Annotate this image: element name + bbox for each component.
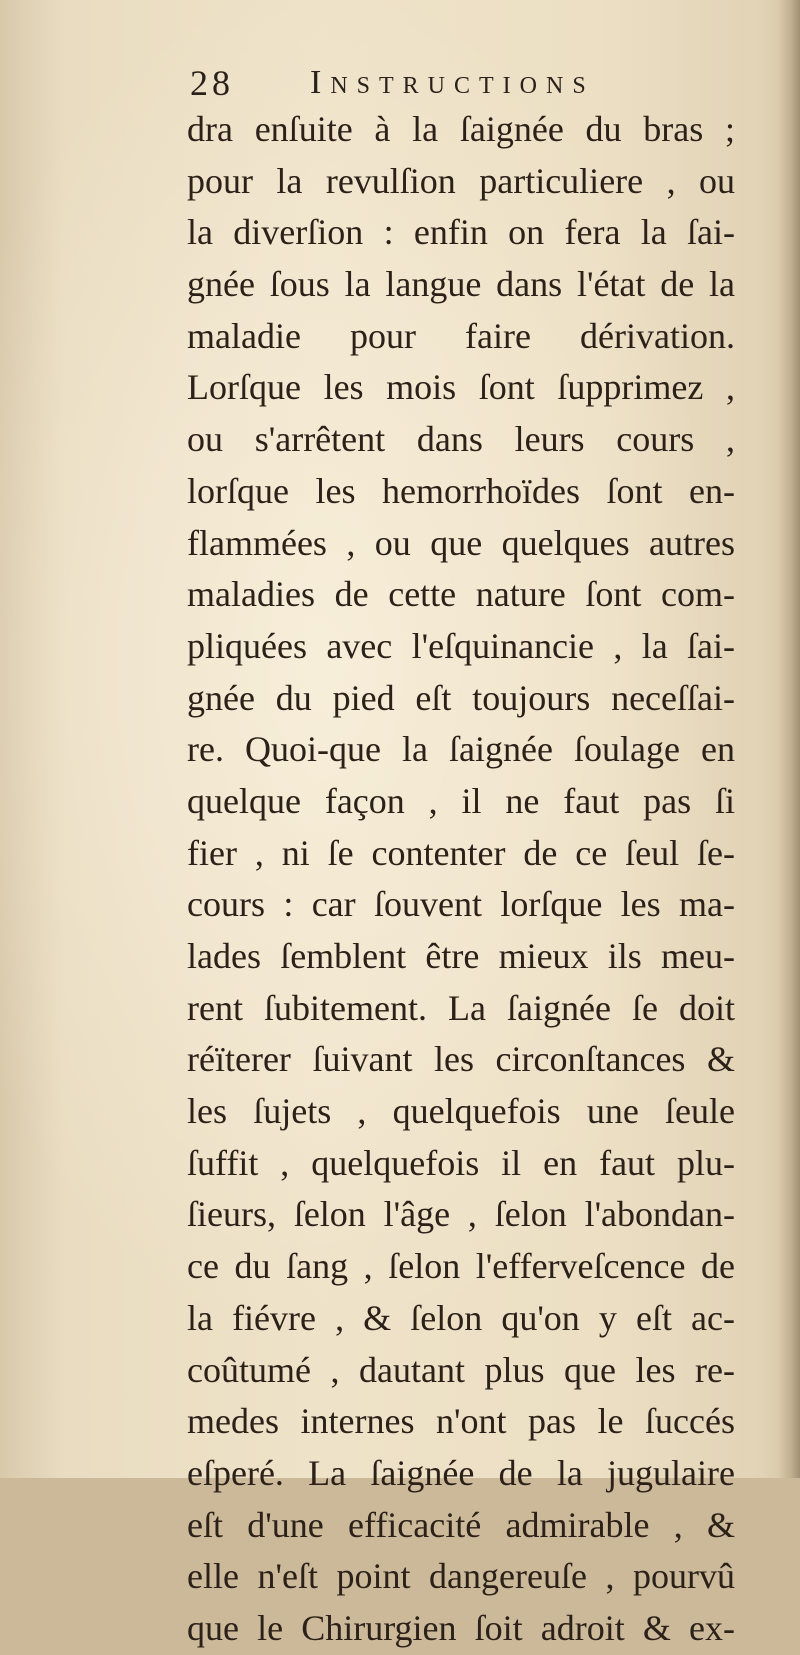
body-text	[187, 104, 735, 1655]
text-line: maladies de cette nature ſont com-	[187, 574, 735, 615]
text-line: re. Quoi-que la ſaignée ſoulage en	[187, 729, 735, 770]
text-line: ou s'arrêtent dans leurs cours ,	[187, 419, 735, 460]
text-line: flammées , ou que quelques autres	[187, 522, 735, 563]
text-line: eſperé. La ſaignée de la jugulaire	[187, 1452, 735, 1493]
text-line: réïterer ſuivant les circonſtances &	[187, 1039, 735, 1080]
page-edge-shadow	[778, 0, 800, 1478]
text-line: pliquées avec l'eſquinancie , la ſai-	[187, 625, 735, 666]
text-line: les ſujets , quelquefois une ſeule	[187, 1091, 735, 1132]
text-line: Lorſque les mois ſont ſupprimez ,	[187, 367, 735, 408]
text-line: la fiévre , & ſelon qu'on y eſt ac-	[187, 1297, 735, 1338]
text-line: la diverſion : enfin on fera la ſai-	[187, 212, 735, 253]
text-line: que le Chirurgien ſoit adroit & ex-	[187, 1607, 735, 1648]
text-line: lades ſemblent être mieux ils meu-	[187, 936, 735, 976]
text-line: pour la revulſion particuliere , ou	[187, 160, 735, 201]
text-line: gnée ſous la langue dans l'état de la	[187, 264, 735, 305]
text-line: maladie pour faire dérivation.	[187, 315, 735, 356]
text-line: ſuffit , quelquefois il en faut plu-	[187, 1142, 735, 1183]
text-line: fier , ni ſe contenter de ce ſeul ſe-	[187, 832, 735, 873]
text-line: quelque façon , il ne faut pas ſi	[187, 780, 735, 821]
text-line: coûtumé , dautant plus que les re-	[187, 1349, 735, 1390]
text-line: elle n'eſt point dangereuſe , pourvû	[187, 1556, 735, 1597]
text-line: ſieurs, ſelon l'âge , ſelon l'abondan-	[187, 1194, 735, 1235]
text-line: lorſque les hemorrhoïdes ſont en-	[187, 470, 735, 511]
text-line: rent ſubitement. La ſaignée ſe doit	[187, 987, 735, 1028]
text-line: medes internes n'ont pas le ſuccés	[187, 1401, 735, 1442]
text-line: eſt d'une efficacité admirable , &	[187, 1504, 735, 1545]
text-line: cours : car ſouvent lorſque les ma-	[187, 884, 735, 925]
text-line: gnée du pied eſt toujours neceſſai-	[187, 677, 735, 718]
text-line: dra enſuite à la ſaignée du bras ;	[187, 109, 735, 149]
text-line: ce du ſang , ſelon l'efferveſcence de	[187, 1246, 735, 1287]
running-header	[190, 58, 750, 108]
page-number: 28	[190, 63, 234, 103]
running-title: Instructions	[310, 64, 595, 101]
